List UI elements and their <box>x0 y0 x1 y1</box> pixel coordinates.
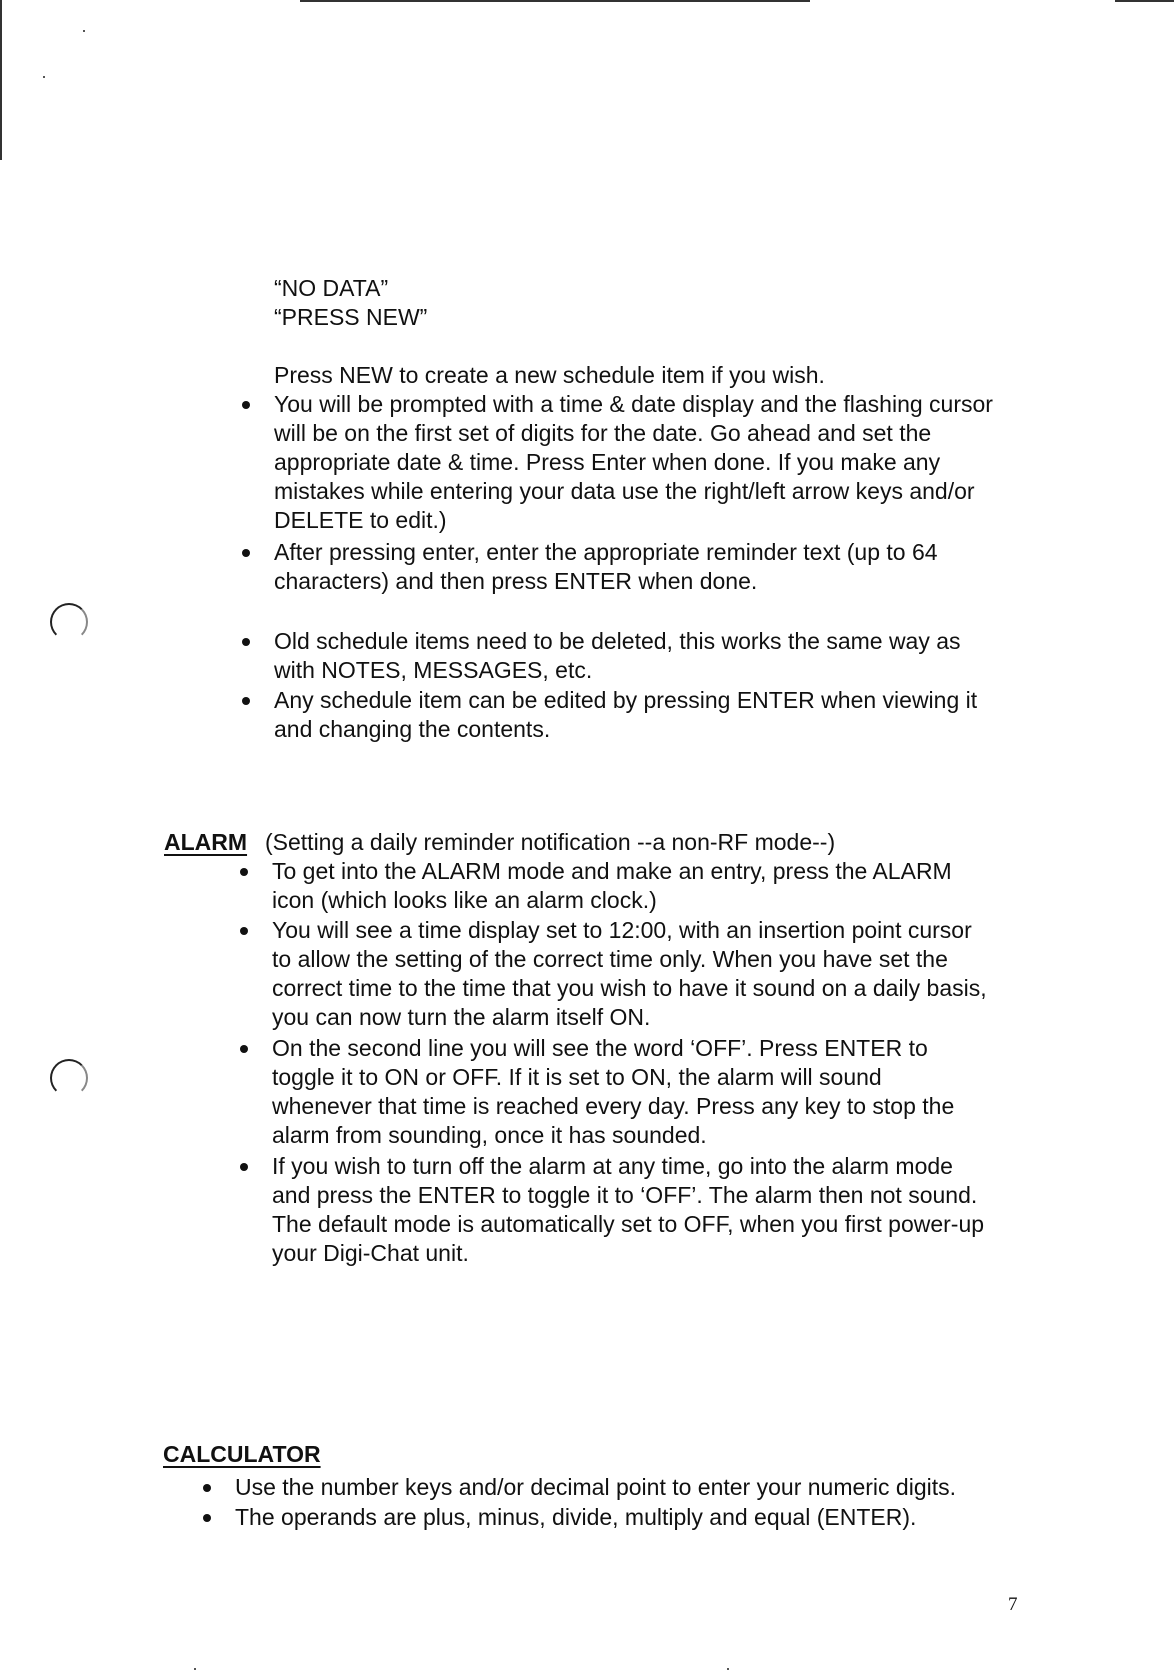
list-item <box>235 1473 956 1502</box>
list-item <box>272 916 987 1032</box>
binder-hole-bottom <box>50 1059 88 1097</box>
top-scan-edge <box>300 0 810 2</box>
list-item-text: The operands are plus, minus, divide, multiply and equal (ENTER). <box>235 1504 917 1530</box>
bullet-icon <box>240 1163 248 1171</box>
list-item-text: Use the number keys and/or decimal point to enter your numeric digits. <box>235 1474 957 1500</box>
bullet-icon <box>203 1514 211 1522</box>
list-item <box>274 686 977 744</box>
top-right-scan-edge <box>1115 0 1174 2</box>
list-item-text: You will be prompted with a time & date display and the flashing cursor will be on the first set of digits for the date. Go ahead and set the appropriate date & time. Press Enter when done. If you make any mistakes while entering your data use the right/left arrow keys and/or DELETE to edit.) <box>274 391 993 533</box>
alarm-subtitle: (Setting a daily reminder notification --a non-RF mode--) <box>265 829 836 855</box>
bullet-icon <box>203 1484 211 1492</box>
scan-speck <box>43 76 45 78</box>
bullet-icon <box>240 927 248 935</box>
bullet-icon <box>240 868 248 876</box>
list-item-text: You will see a time display set to 12:00, with an insertion point cursor to allow the setting of the correct time only. When you have set the correct time to the time that you wish to have it sound on a daily basis, you can now turn the alarm itself ON. <box>272 917 987 1030</box>
list-item <box>235 1503 916 1532</box>
scan-speck <box>727 1668 729 1670</box>
list-item <box>272 1034 954 1150</box>
bullet-icon <box>242 697 250 705</box>
list-item <box>274 627 961 685</box>
alarm-heading: ALARM <box>164 829 248 855</box>
bullet-icon <box>242 549 250 557</box>
list-item-text: If you wish to turn off the alarm at any time, go into the alarm mode and press the ENTER to toggle it to ‘OFF’. The alarm then not sound. The default mode is automatically set to OFF, when you first power-up your Digi-Chat unit. <box>272 1153 985 1266</box>
list-item <box>272 1152 984 1268</box>
list-item-text: After pressing enter, enter the appropriate reminder text (up to 64 characters) and then press ENTER when done. <box>274 539 938 594</box>
page-number: 7 <box>1008 1594 1018 1615</box>
left-scan-edge <box>0 0 2 160</box>
list-item <box>274 538 938 596</box>
press-new-display-text: “PRESS NEW” <box>274 304 428 330</box>
list-item-text: To get into the ALARM mode and make an entry, press the ALARM icon (which looks like an alarm clock.) <box>272 858 952 913</box>
bullet-icon <box>242 401 250 409</box>
list-item-text: Any schedule item can be edited by pressing ENTER when viewing it and changing the contents. <box>274 687 978 742</box>
scan-speck <box>83 30 85 32</box>
bullet-icon <box>242 638 250 646</box>
scan-speck <box>194 1668 196 1670</box>
bullet-icon <box>240 1045 248 1053</box>
schedule-intro: Press NEW to create a new schedule item if you wish. <box>274 362 825 388</box>
binder-hole-top <box>50 603 88 641</box>
list-item <box>274 390 993 535</box>
list-item-text: Old schedule items need to be deleted, this works the same way as with NOTES, MESSAGES, etc. <box>274 628 961 683</box>
no-data-display-text: “NO DATA” <box>274 275 389 301</box>
list-item-text: On the second line you will see the word ‘OFF’. Press ENTER to toggle it to ON or OFF. If it is set to ON, the alarm will sound whenever that time is reached every day. Press any key to stop the alarm from sounding, once it has sounded. <box>272 1035 955 1148</box>
calculator-heading: CALCULATOR <box>163 1441 321 1467</box>
list-item <box>272 857 952 915</box>
